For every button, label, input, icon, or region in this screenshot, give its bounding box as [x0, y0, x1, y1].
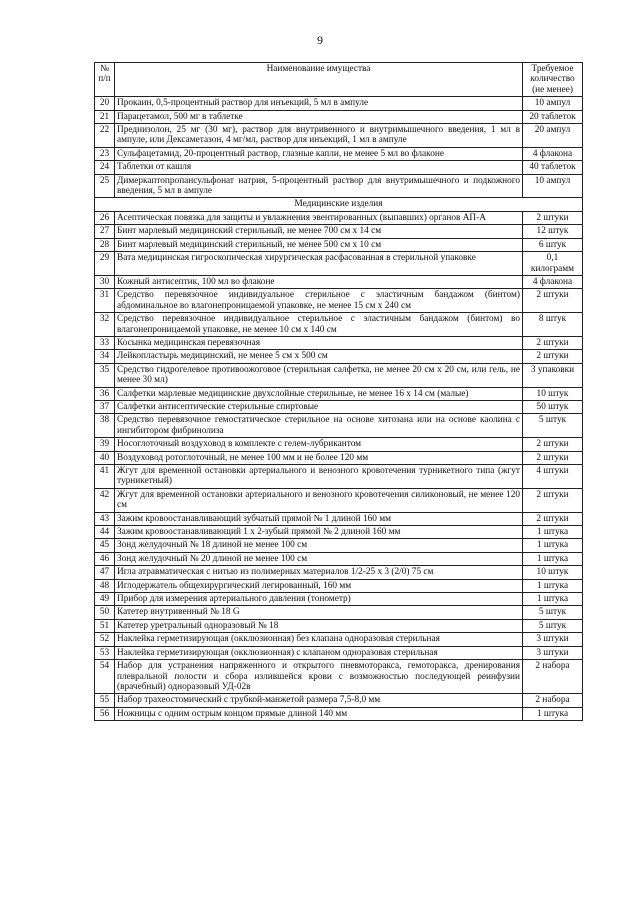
row-number: 22	[95, 124, 115, 148]
row-name: Салфетки марлевые медицинские двухслойные стерильные, не менее 16 х 14 см (малые)	[115, 387, 523, 400]
row-number: 53	[95, 646, 115, 659]
row-number: 33	[95, 336, 115, 349]
row-quantity: 3 упаковки	[523, 363, 583, 387]
row-number: 41	[95, 465, 115, 489]
table-row	[95, 526, 583, 539]
row-quantity: 20 ампул	[523, 124, 583, 148]
row-number: 43	[95, 512, 115, 525]
row-number: 47	[95, 566, 115, 579]
row-name: Прибор для измерения артериального давления (тонометр)	[115, 593, 523, 606]
table-row	[95, 350, 583, 363]
row-quantity: 3 штуки	[523, 633, 583, 646]
row-number: 46	[95, 552, 115, 565]
row-name: Жгут для временной остановки артериального и венозного кровотечения турникетного типа (жгут турникетный)	[115, 465, 523, 489]
row-number: 23	[95, 147, 115, 160]
row-quantity: 1 штука	[523, 707, 583, 720]
table-row	[95, 660, 583, 694]
table-row	[95, 174, 583, 198]
table-row	[95, 566, 583, 579]
row-quantity: 20 таблеток	[523, 110, 583, 123]
row-quantity: 2 штуки	[523, 488, 583, 512]
row-quantity: 6 штук	[523, 238, 583, 251]
row-quantity: 2 набора	[523, 660, 583, 694]
row-quantity: 10 ампул	[523, 97, 583, 110]
row-name: Иглодержатель общехирургический легированный, 160 мм	[115, 579, 523, 592]
section-row	[95, 198, 583, 211]
row-quantity: 1 штука	[523, 526, 583, 539]
row-number: 36	[95, 387, 115, 400]
table-row	[95, 552, 583, 565]
table-row	[95, 539, 583, 552]
table-body-devices	[95, 211, 583, 720]
row-number: 27	[95, 225, 115, 238]
page-number: 9	[317, 33, 323, 47]
row-number: 26	[95, 211, 115, 224]
row-quantity: 4 флакона	[523, 275, 583, 288]
inventory-table	[94, 62, 583, 721]
table-row	[95, 387, 583, 400]
table-row	[95, 110, 583, 123]
row-number: 42	[95, 488, 115, 512]
table-row	[95, 336, 583, 349]
table-row	[95, 488, 583, 512]
table-row	[95, 619, 583, 632]
row-name: Лейкопластырь медицинский, не менее 5 см х 500 см	[115, 350, 523, 363]
row-quantity: 2 штуки	[523, 336, 583, 349]
row-name: Парацетамол, 500 мг в таблетке	[115, 110, 523, 123]
row-quantity: 2 штуки	[523, 289, 583, 313]
row-number: 55	[95, 694, 115, 707]
row-name: Катетер уретральный одноразовый № 18	[115, 619, 523, 632]
table-row	[95, 147, 583, 160]
row-number: 32	[95, 313, 115, 337]
row-number: 54	[95, 660, 115, 694]
row-name: Салфетки антисептические стерильные спиртовые	[115, 400, 523, 413]
row-number: 21	[95, 110, 115, 123]
row-name: Косынка медицинская перевязочная	[115, 336, 523, 349]
row-quantity: 3 штуки	[523, 646, 583, 659]
row-name: Димеркаптопропансульфонат натрия, 5-процентный раствор для внутримышечного и подкожного введения, 5 мл в ампуле	[115, 174, 523, 198]
row-number: 56	[95, 707, 115, 720]
row-name: Игла атравматическая с нитью из полимерных материалов 1/2-25 х 3 (2/0) 75 см	[115, 566, 523, 579]
header-qty: Требуемое количество (не менее)	[523, 63, 583, 97]
row-quantity: 4 флакона	[523, 147, 583, 160]
table-row	[95, 313, 583, 337]
row-name: Носоглоточный воздуховод в комплекте с гелем-лубрикантом	[115, 438, 523, 451]
row-number: 49	[95, 593, 115, 606]
row-name: Таблетки от кашля	[115, 161, 523, 174]
table-row	[95, 707, 583, 720]
row-quantity: 10 ампул	[523, 174, 583, 198]
row-number: 31	[95, 289, 115, 313]
row-quantity: 1 штука	[523, 552, 583, 565]
row-quantity: 12 штук	[523, 225, 583, 238]
table-row	[95, 606, 583, 619]
row-quantity: 2 штуки	[523, 451, 583, 464]
table-row	[95, 438, 583, 451]
row-number: 48	[95, 579, 115, 592]
row-quantity: 50 штук	[523, 400, 583, 413]
row-number: 39	[95, 438, 115, 451]
row-name: Жгут для временной остановки артериального и венозного кровотечения силиконовый, не менее 120 см	[115, 488, 523, 512]
row-name: Набор для устранения напряженного и открытого пневмоторакса, гемоторакса, дренирования плевральной полости и сбора излившейся крови с возможностью последующей реинфузии (врачебный) одноразовый УД-02в	[115, 660, 523, 694]
row-name: Зажим кровоостанавливающий зубчатый прямой № 1 длиной 160 мм	[115, 512, 523, 525]
row-name: Средство перевязочное гемостатическое стерильное на основе хитозана или на основе каолина с ингибитором фибринолиза	[115, 414, 523, 438]
table-header-row	[95, 63, 583, 97]
row-number: 20	[95, 97, 115, 110]
row-quantity: 5 штук	[523, 619, 583, 632]
table-row	[95, 363, 583, 387]
row-number: 28	[95, 238, 115, 251]
table-row	[95, 512, 583, 525]
table-row	[95, 225, 583, 238]
row-name: Воздуховод ротоглоточный, не менее 100 мм и не более 120 мм	[115, 451, 523, 464]
table-row	[95, 275, 583, 288]
row-name: Зонд желудочный № 20 длиной не менее 100 см	[115, 552, 523, 565]
row-quantity: 1 штука	[523, 539, 583, 552]
table-row	[95, 451, 583, 464]
row-name: Прокаин, 0,5-процентный раствор для инъекций, 5 мл в ампуле	[115, 97, 523, 110]
table-row	[95, 161, 583, 174]
row-quantity: 5 штук	[523, 606, 583, 619]
row-quantity: 1 штука	[523, 593, 583, 606]
row-number: 24	[95, 161, 115, 174]
table-row	[95, 97, 583, 110]
row-quantity: 0,1 килограмм	[523, 252, 583, 276]
row-number: 38	[95, 414, 115, 438]
table-row	[95, 633, 583, 646]
row-name: Асептическая повязка для защиты и увлажнения эвентированных (выпавших) органов АП-А	[115, 211, 523, 224]
header-num: № п/п	[95, 63, 115, 97]
table-row	[95, 593, 583, 606]
row-number: 30	[95, 275, 115, 288]
row-quantity: 8 штук	[523, 313, 583, 337]
row-name: Сульфацетамид, 20-процентный раствор, глазные капли, не менее 5 мл во флаконе	[115, 147, 523, 160]
header-name: Наименование имущества	[115, 63, 523, 97]
row-name: Ножницы с одним острым концом прямые длиной 140 мм	[115, 707, 523, 720]
row-quantity: 10 штук	[523, 387, 583, 400]
row-number: 50	[95, 606, 115, 619]
row-quantity: 2 штуки	[523, 512, 583, 525]
row-name: Кожный антисептик, 100 мл во флаконе	[115, 275, 523, 288]
row-number: 44	[95, 526, 115, 539]
row-number: 34	[95, 350, 115, 363]
row-quantity: 40 таблеток	[523, 161, 583, 174]
row-quantity: 10 штук	[523, 566, 583, 579]
row-quantity: 4 штуки	[523, 465, 583, 489]
row-number: 37	[95, 400, 115, 413]
row-number: 51	[95, 619, 115, 632]
row-number: 29	[95, 252, 115, 276]
row-name: Наклейка герметизирующая (окклюзионная) с клапаном одноразовая стерильная	[115, 646, 523, 659]
row-name: Бинт марлевый медицинский стерильный, не менее 500 см х 10 см	[115, 238, 523, 251]
table-row	[95, 400, 583, 413]
row-name: Наклейка герметизирующая (окклюзионная) без клапана одноразовая стерильная	[115, 633, 523, 646]
section-title: Медицинские изделия	[95, 198, 583, 211]
row-quantity: 2 штуки	[523, 350, 583, 363]
row-name: Преднизолон, 25 мг (30 мг), раствор для внутривенного и внутримышечного введения, 1 мл в ампуле, или Дексаметазон, 4 мг/мл, раствор для инъекций, 1 мл в ампуле	[115, 124, 523, 148]
table-row	[95, 238, 583, 251]
table-row	[95, 465, 583, 489]
row-name: Средство перевязочное индивидуальное стерильное с эластичным бандажом (бинтом) во влагонепроницаемой упаковке, не менее 10 см х 140 см	[115, 313, 523, 337]
row-name: Набор трахеостомический с трубкой-манжетой размера 7,5-8,0 мм	[115, 694, 523, 707]
table-row	[95, 252, 583, 276]
row-name: Бинт марлевый медицинский стерильный, не менее 700 см х 14 см	[115, 225, 523, 238]
row-number: 25	[95, 174, 115, 198]
row-number: 40	[95, 451, 115, 464]
row-number: 52	[95, 633, 115, 646]
table-row	[95, 211, 583, 224]
row-name: Средство гидрогелевое противоожоговое (стерильная салфетка, не менее 20 см х 20 см, или гель, не менее 30 мл)	[115, 363, 523, 387]
table-row	[95, 646, 583, 659]
row-quantity: 2 набора	[523, 694, 583, 707]
row-name: Вата медицинская гигроскопическая хирургическая расфасованная в стерильной упаковке	[115, 252, 523, 276]
row-quantity: 1 штука	[523, 579, 583, 592]
row-number: 45	[95, 539, 115, 552]
table-body-medicines	[95, 97, 583, 198]
row-quantity: 2 штуки	[523, 438, 583, 451]
row-name: Катетер внутривенный № 18 G	[115, 606, 523, 619]
table-row	[95, 414, 583, 438]
row-name: Средство перевязочное индивидуальное стерильное с эластичным бандажом (бинтом) абдоминальное во влагонепроницаемой упаковке, не менее 15 см х 240 см	[115, 289, 523, 313]
table-row	[95, 289, 583, 313]
row-name: Зонд желудочный № 18 длиной не менее 100 см	[115, 539, 523, 552]
table-row	[95, 124, 583, 148]
table-row	[95, 694, 583, 707]
row-number: 35	[95, 363, 115, 387]
row-quantity: 5 штук	[523, 414, 583, 438]
row-quantity: 2 штуки	[523, 211, 583, 224]
table-row	[95, 579, 583, 592]
row-name: Зажим кровоостанавливающий 1 х 2-зубый прямой № 2 длиной 160 мм	[115, 526, 523, 539]
